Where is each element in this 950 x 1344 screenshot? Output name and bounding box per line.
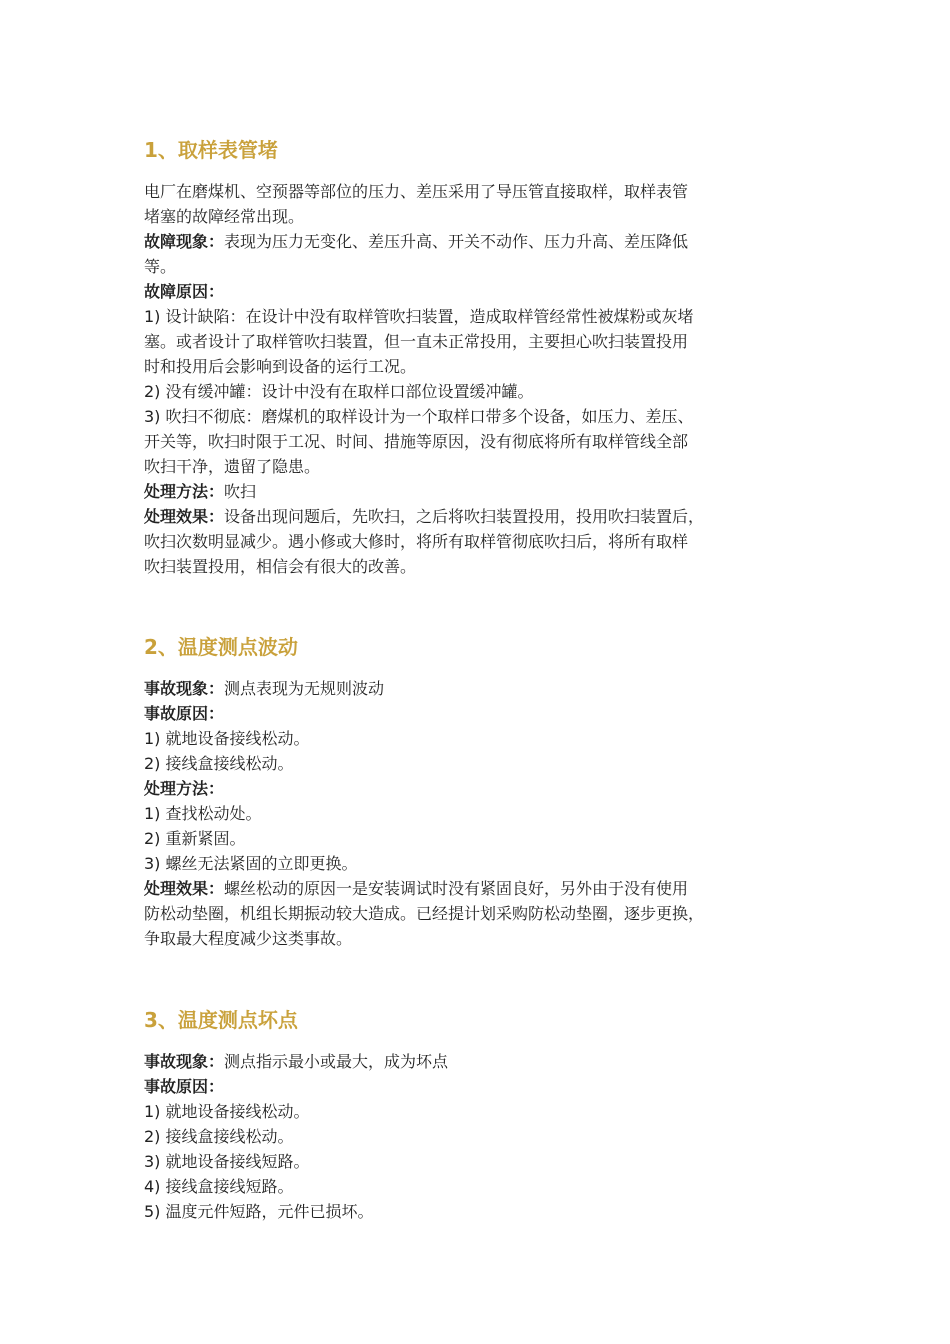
line-text: 塞。或者设计了取样管吹扫装置，但一直未正常投用，主要担心吹扫装置投用 bbox=[144, 332, 689, 351]
line-text: 螺丝松动的原因一是安装调试时没有紧固良好，另外由于没有使用 bbox=[224, 879, 689, 898]
line-text: 设备出现问题后，先吹扫，之后将吹扫装置投用，投用吹扫装置后， bbox=[224, 507, 705, 526]
text-line bbox=[144, 751, 824, 776]
line-text: 吹扫装置投用，相信会有很大的改善。 bbox=[144, 557, 417, 576]
text-line bbox=[144, 304, 824, 329]
line-text: 3) 吹扫不彻底：磨煤机的取样设计为一个取样口带多个设备，如压力、差压、 bbox=[144, 407, 694, 426]
section-heading: 3、温度测点坏点 bbox=[144, 1008, 298, 1032]
line-text: 3) 就地设备接线短路。 bbox=[144, 1152, 310, 1171]
text-line bbox=[144, 926, 824, 951]
text-line bbox=[144, 504, 824, 529]
text-line bbox=[144, 554, 824, 579]
text-line bbox=[144, 429, 824, 454]
line-text: 吹扫干净，遗留了隐患。 bbox=[144, 457, 321, 476]
line-text: 防松动垫圈，机组长期振动较大造成。已经提计划采购防松动垫圈，逐步更换， bbox=[144, 904, 705, 923]
text-line bbox=[144, 404, 824, 429]
text-line bbox=[144, 776, 824, 801]
line-text: 等。 bbox=[144, 257, 177, 276]
field-label: 事故原因： bbox=[144, 704, 225, 723]
line-text: 1) 就地设备接线松动。 bbox=[144, 1102, 310, 1121]
text-line bbox=[144, 1149, 824, 1174]
section-body bbox=[144, 676, 824, 951]
line-text: 吹扫次数明显减少。遇小修或大修时，将所有取样管彻底吹扫后，将所有取样 bbox=[144, 532, 689, 551]
text-line bbox=[144, 454, 824, 479]
line-text: 测点指示最小或最大，成为坏点 bbox=[224, 1052, 449, 1071]
field-label: 事故原因： bbox=[144, 1077, 225, 1096]
text-line bbox=[144, 1049, 824, 1074]
line-text: 2) 接线盒接线松动。 bbox=[144, 754, 294, 773]
field-label: 故障现象： bbox=[144, 232, 225, 251]
text-line bbox=[144, 726, 824, 751]
text-line bbox=[144, 1199, 824, 1224]
text-line bbox=[144, 701, 824, 726]
text-line bbox=[144, 204, 824, 229]
text-line bbox=[144, 1174, 824, 1199]
section-body bbox=[144, 1049, 824, 1224]
text-line bbox=[144, 279, 824, 304]
line-text: 1) 查找松动处。 bbox=[144, 804, 262, 823]
section-heading: 2、温度测点波动 bbox=[144, 635, 298, 659]
line-text: 2) 没有缓冲罐：设计中没有在取样口部位设置缓冲罐。 bbox=[144, 382, 534, 401]
section-heading: 1、取样表管堵 bbox=[144, 138, 278, 162]
text-line bbox=[144, 529, 824, 554]
field-label: 故障原因： bbox=[144, 282, 225, 301]
text-line bbox=[144, 1124, 824, 1149]
line-text: 开关等，吹扫时限于工况、时间、措施等原因，没有彻底将所有取样管线全部 bbox=[144, 432, 689, 451]
section-temperature-point-failure bbox=[144, 1003, 824, 1224]
field-label: 事故现象： bbox=[144, 1052, 225, 1071]
field-label: 处理方法： bbox=[144, 779, 225, 798]
text-line bbox=[144, 676, 824, 701]
line-text: 2) 重新紧固。 bbox=[144, 829, 246, 848]
section-sampling-pipe-blockage bbox=[144, 133, 824, 579]
section-body bbox=[144, 179, 824, 579]
line-text: 测点表现为无规则波动 bbox=[224, 679, 385, 698]
line-text: 堵塞的故障经常出现。 bbox=[144, 207, 305, 226]
text-line bbox=[144, 179, 824, 204]
line-text: 1) 就地设备接线松动。 bbox=[144, 729, 310, 748]
text-line bbox=[144, 801, 824, 826]
line-text: 时和投用后会影响到设备的运行工况。 bbox=[144, 357, 417, 376]
field-label: 处理效果： bbox=[144, 507, 225, 526]
text-line bbox=[144, 876, 824, 901]
text-line bbox=[144, 229, 824, 254]
line-text: 电厂在磨煤机、空预器等部位的压力、差压采用了导压管直接取样，取样表管 bbox=[144, 182, 689, 201]
text-line bbox=[144, 254, 824, 279]
line-text: 表现为压力无变化、差压升高、开关不动作、压力升高、差压降低 bbox=[224, 232, 689, 251]
line-text: 3) 螺丝无法紧固的立即更换。 bbox=[144, 854, 358, 873]
line-text: 吹扫 bbox=[224, 482, 257, 501]
section-temperature-point-fluctuation bbox=[144, 630, 824, 951]
field-label: 事故现象： bbox=[144, 679, 225, 698]
text-line bbox=[144, 826, 824, 851]
text-line bbox=[144, 1099, 824, 1124]
line-text: 争取最大程度减少这类事故。 bbox=[144, 929, 353, 948]
text-line bbox=[144, 329, 824, 354]
text-line bbox=[144, 379, 824, 404]
text-line bbox=[144, 479, 824, 504]
text-line bbox=[144, 851, 824, 876]
text-line bbox=[144, 901, 824, 926]
line-text: 5) 温度元件短路，元件已损坏。 bbox=[144, 1202, 374, 1221]
text-line bbox=[144, 354, 824, 379]
line-text: 2) 接线盒接线松动。 bbox=[144, 1127, 294, 1146]
field-label: 处理效果： bbox=[144, 879, 225, 898]
text-line bbox=[144, 1074, 824, 1099]
line-text: 1) 设计缺陷：在设计中没有取样管吹扫装置，造成取样管经常性被煤粉或灰堵 bbox=[144, 307, 694, 326]
field-label: 处理方法： bbox=[144, 482, 225, 501]
line-text: 4) 接线盒接线短路。 bbox=[144, 1177, 294, 1196]
